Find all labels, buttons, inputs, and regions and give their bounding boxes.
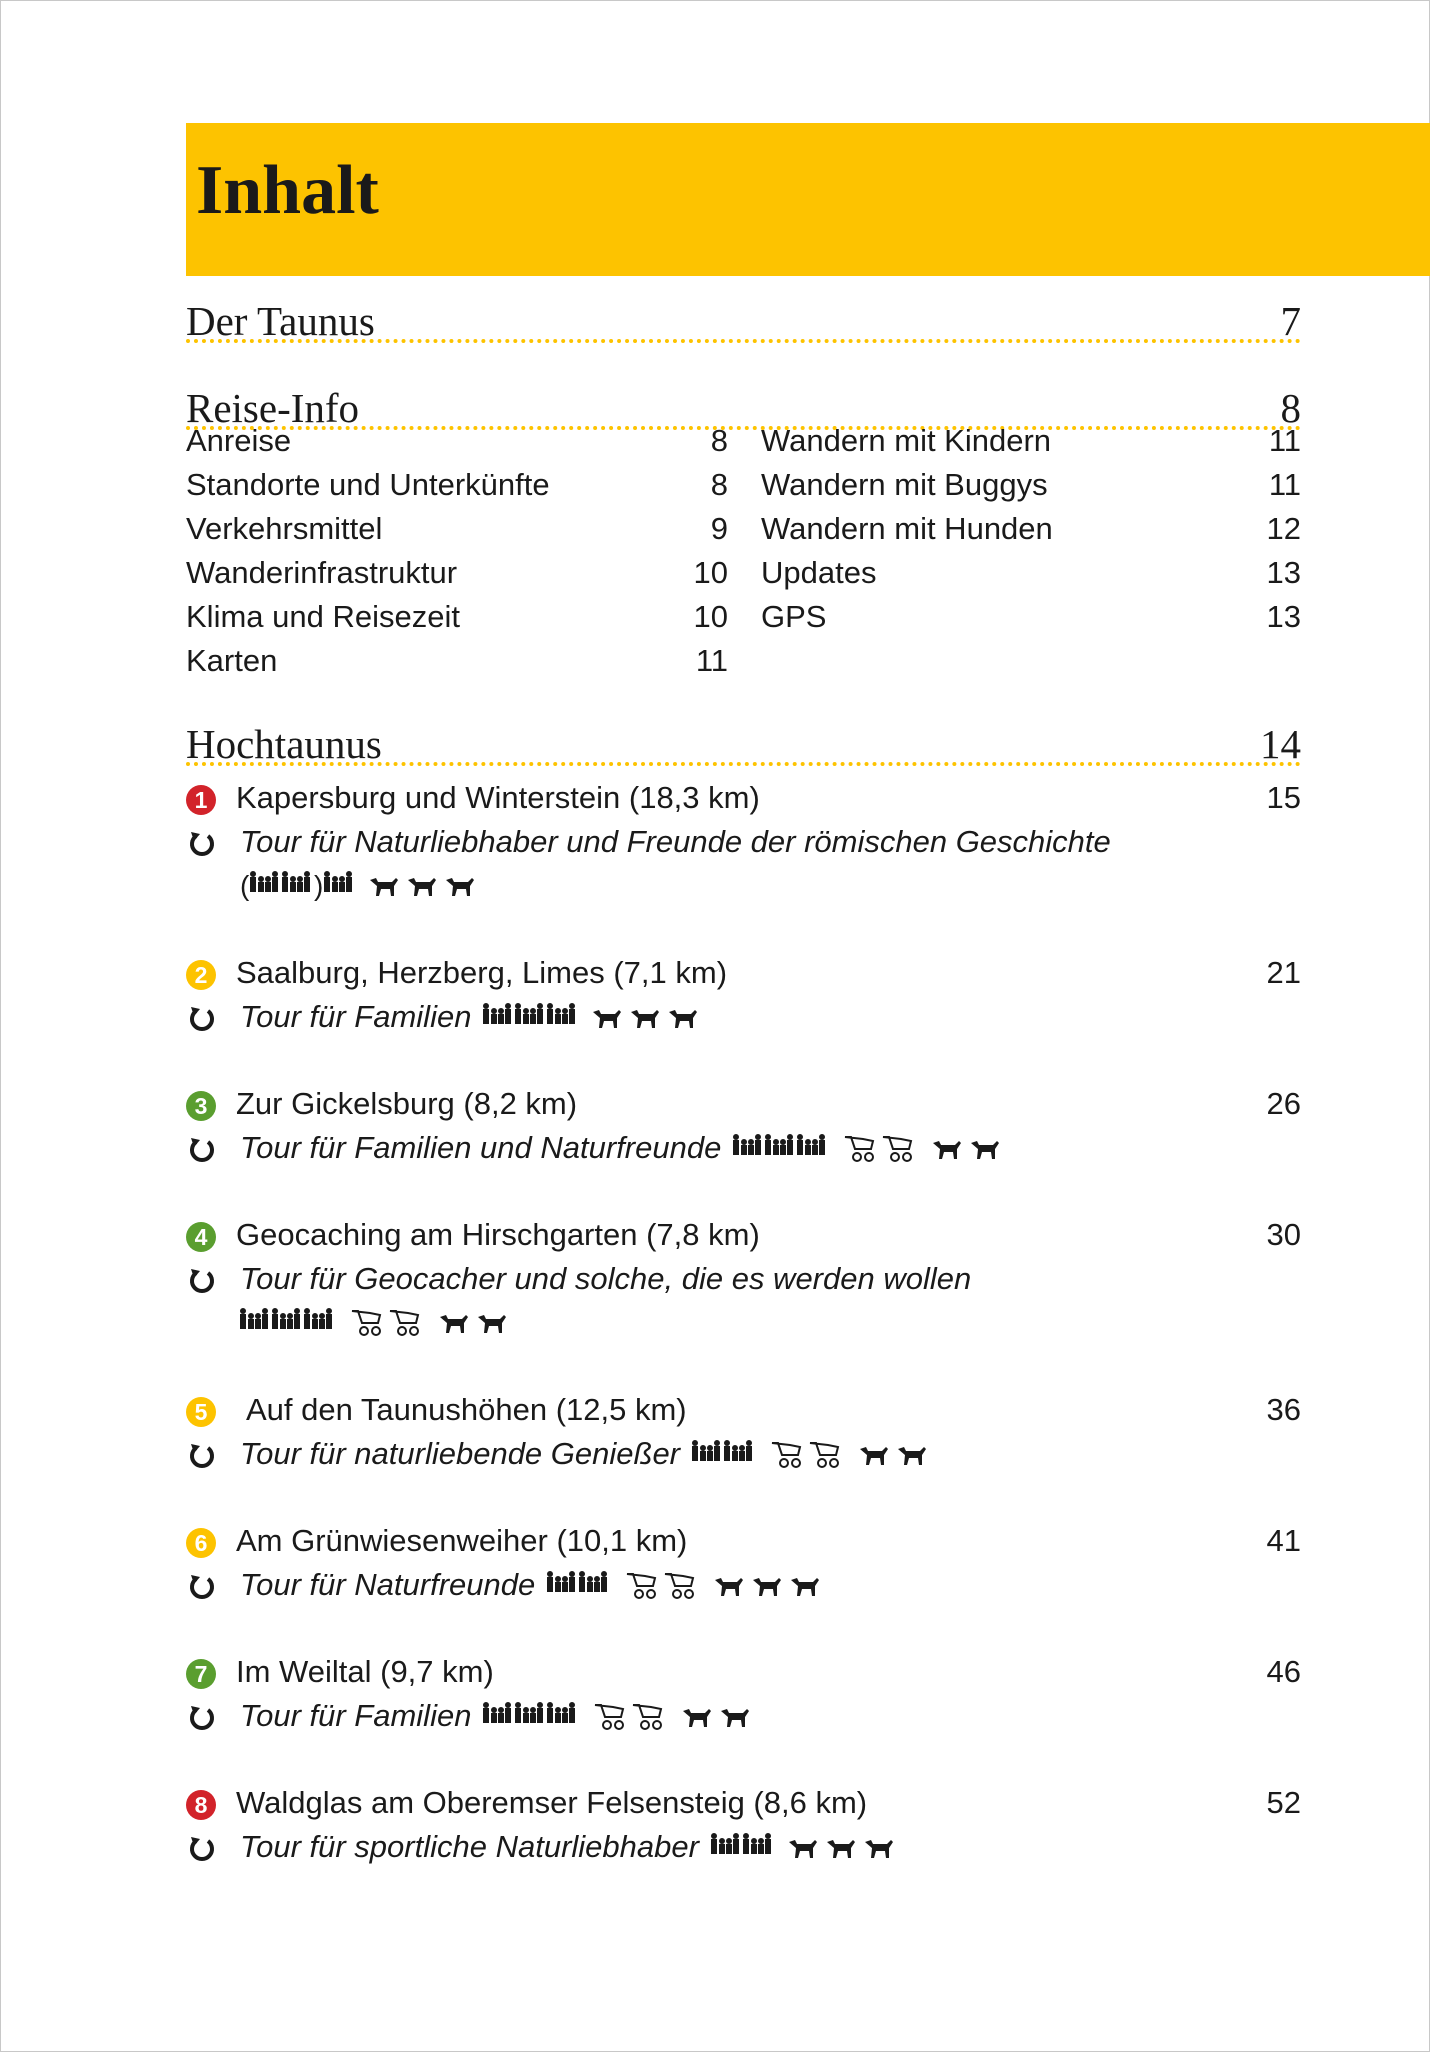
- tour-desc-line: [186, 1436, 1301, 1480]
- toc-entry[interactable]: Standorte und Unterkünfte 8: [186, 467, 728, 502]
- loop-icon: [188, 1835, 216, 1863]
- tour-page: 52: [1266, 1785, 1301, 1820]
- rating-icons: [483, 1002, 707, 1036]
- buggy-icon: [390, 1311, 418, 1335]
- family-icon: [797, 1134, 825, 1155]
- tour-number-badge: 5: [186, 1397, 216, 1427]
- tour-title: Zur Gickelsburg (8,2 km): [236, 1086, 578, 1121]
- family-icon: [324, 871, 352, 892]
- toc-entry[interactable]: Updates 13: [761, 555, 1301, 590]
- rating-icons: [547, 1570, 829, 1604]
- section-der-taunus[interactable]: [186, 285, 1301, 343]
- tour-page: 26: [1266, 1086, 1301, 1121]
- loop-icon: [188, 830, 216, 858]
- rating-icons: [483, 1701, 759, 1735]
- buggy-icon: [352, 1311, 380, 1335]
- page-title: Inhalt: [196, 152, 379, 229]
- tour-description-text: Tour für Familien: [240, 1698, 472, 1733]
- dog-icon: [715, 1578, 743, 1596]
- tour-page: 46: [1266, 1654, 1301, 1689]
- tour-title-line[interactable]: [186, 1217, 1301, 1261]
- dog-icon: [753, 1578, 781, 1596]
- family-icon: [250, 871, 278, 892]
- rating-icons: [240, 870, 484, 904]
- tour-desc-line: [186, 1698, 1301, 1742]
- title-band: [186, 123, 1430, 276]
- toc-entry[interactable]: Anreise 8: [186, 423, 728, 458]
- tour-page: 36: [1266, 1392, 1301, 1427]
- tour-title: Saalburg, Herzberg, Limes (7,1 km): [236, 955, 728, 990]
- family-icon: [282, 871, 310, 892]
- tour-desc-line: [186, 824, 1301, 868]
- tour-number-badge: 1: [186, 785, 216, 815]
- toc-entry[interactable]: Wanderinfrastruktur 10: [186, 555, 728, 590]
- toc-entry[interactable]: Wandern mit Hunden 12: [761, 511, 1301, 546]
- tour-title-line[interactable]: [186, 1654, 1301, 1698]
- family-icon: [240, 1308, 268, 1329]
- tour-title: Im Weiltal (9,7 km): [236, 1654, 494, 1689]
- dog-icon: [898, 1447, 926, 1465]
- family-icon: [483, 1702, 511, 1723]
- tour-page: 41: [1266, 1523, 1301, 1558]
- tour-description-text: Tour für Familien: [240, 999, 472, 1034]
- paren: (: [240, 870, 250, 901]
- tour-title-line[interactable]: [186, 780, 1301, 824]
- dog-icon: [860, 1447, 888, 1465]
- tour-number-badge: 8: [186, 1790, 216, 1820]
- tour-title-line[interactable]: [186, 1785, 1301, 1829]
- tour-desc-line: [186, 1567, 1301, 1611]
- rating-icons: [692, 1439, 936, 1473]
- tour-description: [240, 999, 707, 1036]
- section-reise-info[interactable]: [186, 372, 1301, 430]
- buggy-icon: [772, 1443, 800, 1467]
- tour-title-line[interactable]: [186, 1523, 1301, 1567]
- loop-icon: [188, 1704, 216, 1732]
- buggy-icon: [627, 1574, 655, 1598]
- loop-icon: [188, 1573, 216, 1601]
- tour-entry[interactable]: [186, 1654, 1301, 1742]
- toc-entry[interactable]: Wandern mit Kindern 11: [761, 423, 1301, 458]
- dog-icon: [789, 1840, 817, 1858]
- section-title: Reise-Info: [186, 385, 360, 431]
- loop-icon: [188, 1267, 216, 1295]
- dog-icon: [827, 1840, 855, 1858]
- tour-description: [240, 1567, 829, 1604]
- family-icon: [515, 1003, 543, 1024]
- tour-entry[interactable]: [186, 1785, 1301, 1873]
- tour-entry[interactable]: [186, 1086, 1301, 1174]
- tour-entry[interactable]: [186, 1217, 1301, 1349]
- dog-icon: [683, 1709, 711, 1727]
- family-icon: [579, 1571, 607, 1592]
- tour-description: [240, 1436, 936, 1473]
- loop-icon: [188, 1005, 216, 1033]
- tour-entry[interactable]: [186, 1392, 1301, 1480]
- tour-title-line[interactable]: [186, 1392, 1301, 1436]
- tour-title: Auf den Taunushöhen (12,5 km): [246, 1392, 687, 1427]
- tour-icons-line: [186, 868, 1301, 912]
- family-icon: [547, 1702, 575, 1723]
- tour-title: Geocaching am Hirschgarten (7,8 km): [236, 1217, 760, 1252]
- tour-entry[interactable]: [186, 780, 1301, 912]
- family-icon: [724, 1440, 752, 1461]
- dog-icon: [446, 878, 474, 896]
- buggy-icon: [883, 1137, 911, 1161]
- family-icon: [711, 1833, 739, 1854]
- section-title: Der Taunus: [186, 298, 375, 344]
- tour-number-badge: 2: [186, 960, 216, 990]
- tour-desc-line: [186, 1130, 1301, 1174]
- dog-icon: [631, 1010, 659, 1028]
- dog-icon: [865, 1840, 893, 1858]
- family-icon: [743, 1833, 771, 1854]
- dog-icon: [370, 878, 398, 896]
- dog-icon: [440, 1315, 468, 1333]
- tour-description-text: Tour für Familien und Naturfreunde: [240, 1130, 722, 1165]
- family-icon: [483, 1003, 511, 1024]
- family-icon: [733, 1134, 761, 1155]
- tour-description-text: Tour für sportliche Naturliebhaber: [240, 1829, 699, 1864]
- tour-page: 15: [1266, 780, 1301, 815]
- section-page: 8: [1280, 385, 1301, 431]
- dog-icon: [791, 1578, 819, 1596]
- dog-icon: [933, 1141, 961, 1159]
- family-icon: [515, 1702, 543, 1723]
- section-page: 14: [1260, 721, 1301, 767]
- tour-description: [240, 1261, 971, 1297]
- family-icon: [692, 1440, 720, 1461]
- toc-entry[interactable]: Wandern mit Buggys 11: [761, 467, 1301, 502]
- tour-description-text: Tour für Naturliebhaber und Freunde der römischen Geschichte: [240, 824, 1111, 859]
- section-title: Hochtaunus: [186, 721, 382, 767]
- tour-description: [240, 1829, 903, 1866]
- tour-desc-line: [186, 1829, 1301, 1873]
- family-icon: [272, 1308, 300, 1329]
- toc-entry[interactable]: Karten 11: [186, 643, 728, 678]
- tour-number-badge: 4: [186, 1222, 216, 1252]
- tour-number-badge: 6: [186, 1528, 216, 1558]
- paren: ): [314, 870, 324, 901]
- tour-description-text: Tour für Naturfreunde: [240, 1567, 536, 1602]
- dog-icon: [971, 1141, 999, 1159]
- tour-page: 21: [1266, 955, 1301, 990]
- family-icon: [765, 1134, 793, 1155]
- tour-page: 30: [1266, 1217, 1301, 1252]
- tour-description: [240, 1130, 1009, 1167]
- dog-icon: [408, 878, 436, 896]
- section-page: 7: [1280, 298, 1301, 344]
- dog-icon: [478, 1315, 506, 1333]
- dog-icon: [593, 1010, 621, 1028]
- buggy-icon: [595, 1705, 623, 1729]
- dog-icon: [669, 1010, 697, 1028]
- buggy-icon: [665, 1574, 693, 1598]
- tour-title: Kapersburg und Winterstein (18,3 km): [236, 780, 760, 815]
- tour-title-line[interactable]: [186, 1086, 1301, 1130]
- tour-description-text: Tour für Geocacher und solche, die es werden wollen: [240, 1261, 972, 1296]
- tour-number-badge: 3: [186, 1091, 216, 1121]
- loop-icon: [188, 1136, 216, 1164]
- tour-title: Am Grünwiesenweiher (10,1 km): [236, 1523, 688, 1558]
- tour-entry[interactable]: [186, 955, 1301, 1043]
- tour-number-badge: 7: [186, 1659, 216, 1689]
- loop-icon: [188, 1442, 216, 1470]
- buggy-icon: [845, 1137, 873, 1161]
- toc-entry[interactable]: Verkehrsmittel 9: [186, 511, 728, 546]
- tour-title-line[interactable]: [186, 955, 1301, 999]
- tour-title: Waldglas am Oberemser Felsensteig (8,6 km): [236, 1785, 868, 1820]
- rating-icons: [711, 1832, 903, 1866]
- toc-entry[interactable]: GPS 13: [761, 599, 1301, 634]
- rating-icons: [240, 1307, 516, 1341]
- family-icon: [304, 1308, 332, 1329]
- dog-icon: [721, 1709, 749, 1727]
- family-icon: [547, 1003, 575, 1024]
- tour-description: [240, 824, 1111, 860]
- family-icon: [547, 1571, 575, 1592]
- tour-desc-line: [186, 999, 1301, 1043]
- rating-icons: [733, 1133, 1009, 1167]
- toc-entry[interactable]: Klima und Reisezeit 10: [186, 599, 728, 634]
- tour-description-text: Tour für naturliebende Genießer: [240, 1436, 681, 1471]
- buggy-icon: [633, 1705, 661, 1729]
- tour-description: [240, 1698, 759, 1735]
- tour-icons-line: [186, 1305, 1301, 1349]
- section-hochtaunus[interactable]: [186, 708, 1301, 766]
- buggy-icon: [810, 1443, 838, 1467]
- tour-desc-line: [186, 1261, 1301, 1305]
- tour-entry[interactable]: [186, 1523, 1301, 1611]
